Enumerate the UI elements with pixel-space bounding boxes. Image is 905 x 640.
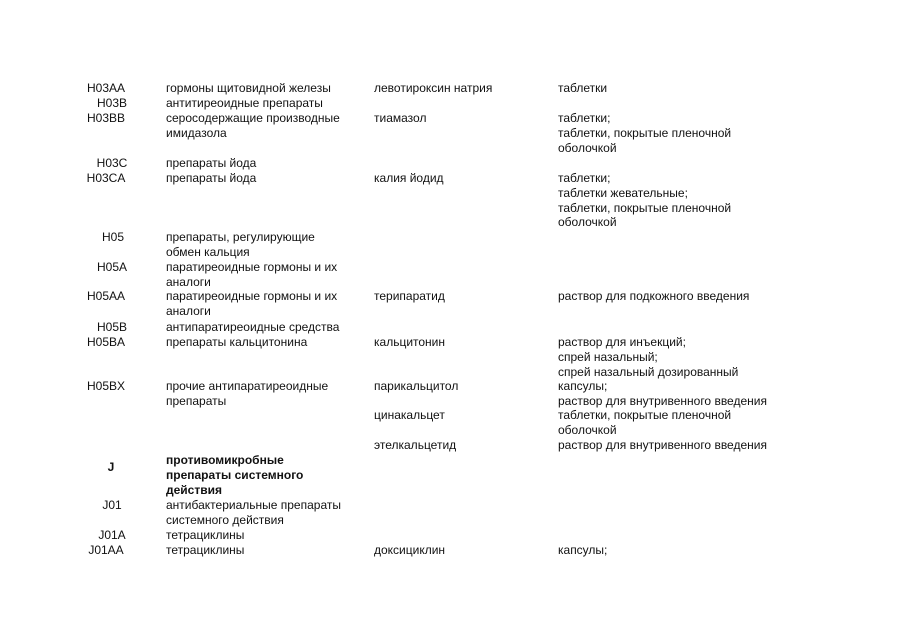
text-line: доксициклин: [374, 543, 446, 557]
group-name: [166, 111, 340, 141]
atc-code: H05A: [96, 260, 128, 274]
text-line: обмен кальция: [166, 244, 250, 259]
text-line: цинакальцет: [374, 408, 445, 422]
dosage-form: [558, 543, 607, 558]
text-line: антитиреоидные препараты: [166, 96, 323, 110]
group-name: [166, 335, 307, 350]
atc-code: J01AA: [88, 543, 124, 557]
text-line: тиамазол: [374, 111, 427, 125]
atc-code: H05B: [96, 320, 128, 334]
atc-code: H05AA: [86, 289, 126, 303]
text-line: таблетки, покрытые пленочной: [558, 125, 732, 140]
group-name: [166, 498, 341, 528]
group-name: [166, 230, 315, 260]
text-line: таблетки: [558, 81, 608, 95]
drug-name: [374, 379, 458, 394]
text-line: таблетки, покрытые пленочной: [558, 408, 732, 422]
text-line: тетрациклины: [166, 528, 245, 542]
drug-name: [374, 438, 456, 453]
text-line: антибактериальные препараты: [166, 498, 341, 512]
group-name: [166, 453, 303, 497]
text-line: паратиреоидные гормоны и их: [166, 260, 338, 274]
text-line: прочие антипаратиреоидные: [166, 379, 329, 393]
drug-name: [374, 289, 445, 304]
text-line: таблетки, покрытые пленочной: [558, 200, 732, 215]
text-line: серосодержащие производные: [166, 111, 340, 125]
text-line: оболочкой: [558, 140, 617, 155]
dosage-form: [558, 335, 738, 379]
drug-name: [374, 408, 445, 423]
text-line: капсулы;: [558, 379, 608, 393]
text-line: антипаратиреоидные средства: [166, 320, 340, 334]
atc-code: H05BA: [86, 335, 126, 349]
text-line: гормоны щитовидной железы: [166, 81, 331, 95]
atc-code: J01: [102, 498, 122, 512]
drug-name: [374, 171, 444, 186]
text-line: оболочкой: [558, 215, 617, 230]
text-line: препараты системного: [166, 467, 304, 482]
text-line: кальцитонин: [374, 335, 446, 349]
atc-code: H05: [101, 230, 124, 244]
group-name: [166, 171, 256, 186]
dosage-form: [558, 438, 767, 453]
dosage-form: [558, 408, 731, 438]
text-line: препараты йода: [166, 156, 257, 170]
text-line: капсулы;: [558, 543, 608, 557]
group-name: [166, 260, 337, 290]
atc-code: H05BX: [86, 379, 126, 393]
text-line: спрей назальный дозированный: [558, 364, 739, 379]
text-line: паратиреоидные гормоны и их: [166, 289, 338, 303]
text-line: тетрациклины: [166, 543, 245, 557]
group-name: [166, 320, 339, 335]
text-line: таблетки;: [558, 171, 611, 185]
group-name: [166, 379, 328, 409]
atc-code: H03BB: [86, 111, 126, 125]
drug-name: [374, 81, 492, 96]
group-name: [166, 96, 323, 111]
dosage-form: [558, 289, 749, 304]
group-name: [166, 289, 337, 319]
drug-name: [374, 335, 445, 350]
text-line: аналоги: [166, 303, 211, 318]
text-line: спрей назальный;: [558, 349, 658, 364]
dosage-form: [558, 171, 731, 230]
text-line: этелкальцетид: [374, 438, 457, 452]
text-line: препараты кальцитонина: [166, 335, 308, 349]
group-name: [166, 156, 256, 171]
atc-code: H03B: [96, 96, 128, 110]
text-line: калия йодид: [374, 171, 444, 185]
text-line: препараты: [166, 393, 227, 408]
drug-name: [374, 111, 426, 126]
text-line: раствор для внутривенного введения: [558, 438, 767, 452]
atc-code: J01A: [98, 528, 126, 542]
text-line: терипаратид: [374, 289, 445, 303]
dosage-form: [558, 81, 607, 96]
text-line: левотироксин натрия: [374, 81, 493, 95]
text-line: имидазола: [166, 125, 227, 140]
text-line: противомикробные: [166, 453, 284, 467]
text-line: парикальцитол: [374, 379, 459, 393]
text-line: раствор для внутривенного введения: [558, 393, 767, 408]
text-line: аналоги: [166, 274, 211, 289]
text-line: препараты йода: [166, 171, 257, 185]
atc-code: J: [107, 460, 115, 474]
group-name: [166, 528, 244, 543]
text-line: действия: [166, 482, 222, 497]
text-line: таблетки жевательные;: [558, 185, 688, 200]
text-line: оболочкой: [558, 422, 617, 437]
text-line: системного действия: [166, 512, 284, 527]
atc-code: H03CA: [86, 171, 126, 185]
group-name: [166, 81, 331, 96]
atc-code: H03C: [96, 156, 128, 170]
dosage-form: [558, 111, 731, 155]
text-line: таблетки;: [558, 111, 611, 125]
group-name: [166, 543, 244, 558]
text-line: препараты, регулирующие: [166, 230, 315, 244]
text-line: раствор для инъекций;: [558, 335, 686, 349]
atc-code: H03AA: [86, 81, 126, 95]
text-line: раствор для подкожного введения: [558, 289, 750, 303]
drug-name: [374, 543, 445, 558]
dosage-form: [558, 379, 767, 409]
